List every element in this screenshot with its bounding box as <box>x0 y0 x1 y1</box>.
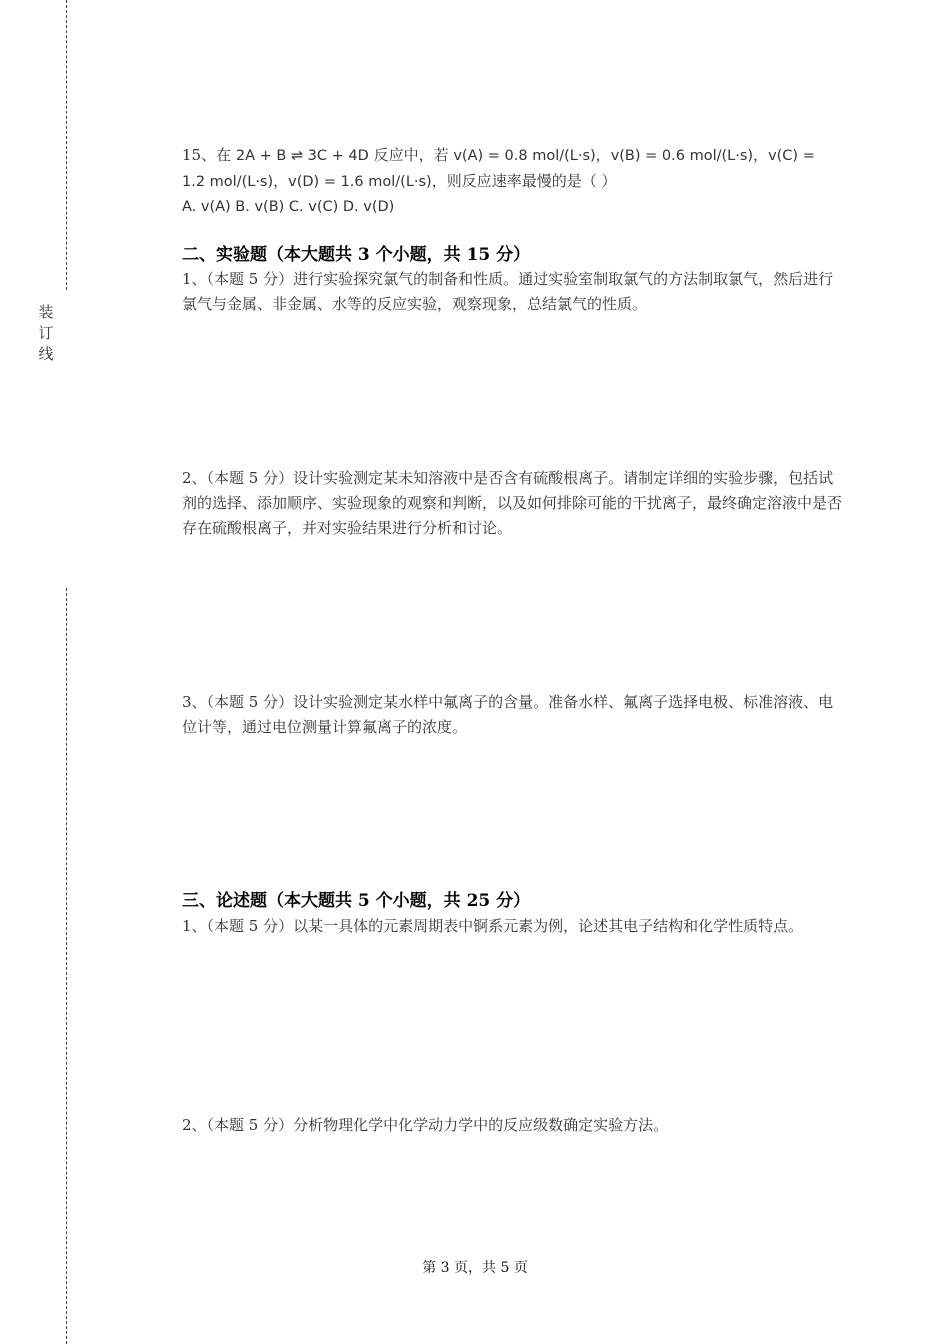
q15-sep: ， <box>595 146 611 164</box>
q15-rate-a: v(A) = 0.8 mol/(L·s) <box>453 148 596 164</box>
q15-tail: ，则反应速率最慢的是（ ） <box>431 172 617 190</box>
binding-line-bottom <box>66 588 67 1344</box>
q15-sep: ， <box>753 146 769 164</box>
binding-line-top <box>66 0 67 290</box>
q15-rate-c: v(C) = 1.2 mol/(L·s) <box>182 148 815 190</box>
essay-question-2: 2、（本题 5 分）分析物理化学中化学动力学中的反应级数确定实验方法。 <box>182 1116 669 1134</box>
question-15 <box>182 143 842 220</box>
binding-label <box>36 302 56 365</box>
q15-rate-b: v(B) = 0.6 mol/(L·s) <box>610 148 754 164</box>
q15-options: A. v(A) B. v(B) C. v(C) D. v(D) <box>182 199 395 215</box>
q15-sep: ， <box>273 172 289 190</box>
binding-char: 订 <box>38 324 54 342</box>
experiment-question-2: 2、（本题 5 分）设计实验测定某未知溶液中是否含有硫酸根离子。请制定详细的实验步骤，包括试剂的选择、添加顺序、实验现象的观察和判断，以及如何排除可能的干扰离子，最终确定溶液中是否存在硫酸根离子，并对实验结果进行分析和讨论。 <box>182 469 843 537</box>
section-title-experiment: 二、实验题（本大题共 3 个小题，共 15 分） <box>182 245 531 265</box>
q15-number: 15、在 <box>182 146 236 164</box>
q15-reaction: 2A + B ⇌ 3C + 4D <box>235 148 369 164</box>
essay-question-1: 1、（本题 5 分）以某一具体的元素周期表中锕系元素为例，论述其电子结构和化学性质特点。 <box>182 917 804 935</box>
page-footer: 第 3 页，共 5 页 <box>422 1260 528 1276</box>
binding-char: 线 <box>38 345 54 363</box>
section-title-essay: 三、论述题（本大题共 5 个小题，共 25 分） <box>182 891 531 911</box>
q15-rate-d: v(D) = 1.6 mol/(L·s) <box>288 174 432 190</box>
experiment-question-1: 1、（本题 5 分）进行实验探究氯气的制备和性质。通过实验室制取氯气的方法制取氯气，然后进行氯气与金属、非金属、水等的反应实验，观察现象，总结氯气的性质。 <box>182 270 834 313</box>
binding-char: 装 <box>38 303 54 321</box>
q15-text: 反应中，若 <box>368 146 454 164</box>
experiment-question-3: 3、（本题 5 分）设计实验测定某水样中氟离子的含量。准备水样、氟离子选择电极、标准溶液、电位计等，通过电位测量计算氟离子的浓度。 <box>182 693 834 736</box>
